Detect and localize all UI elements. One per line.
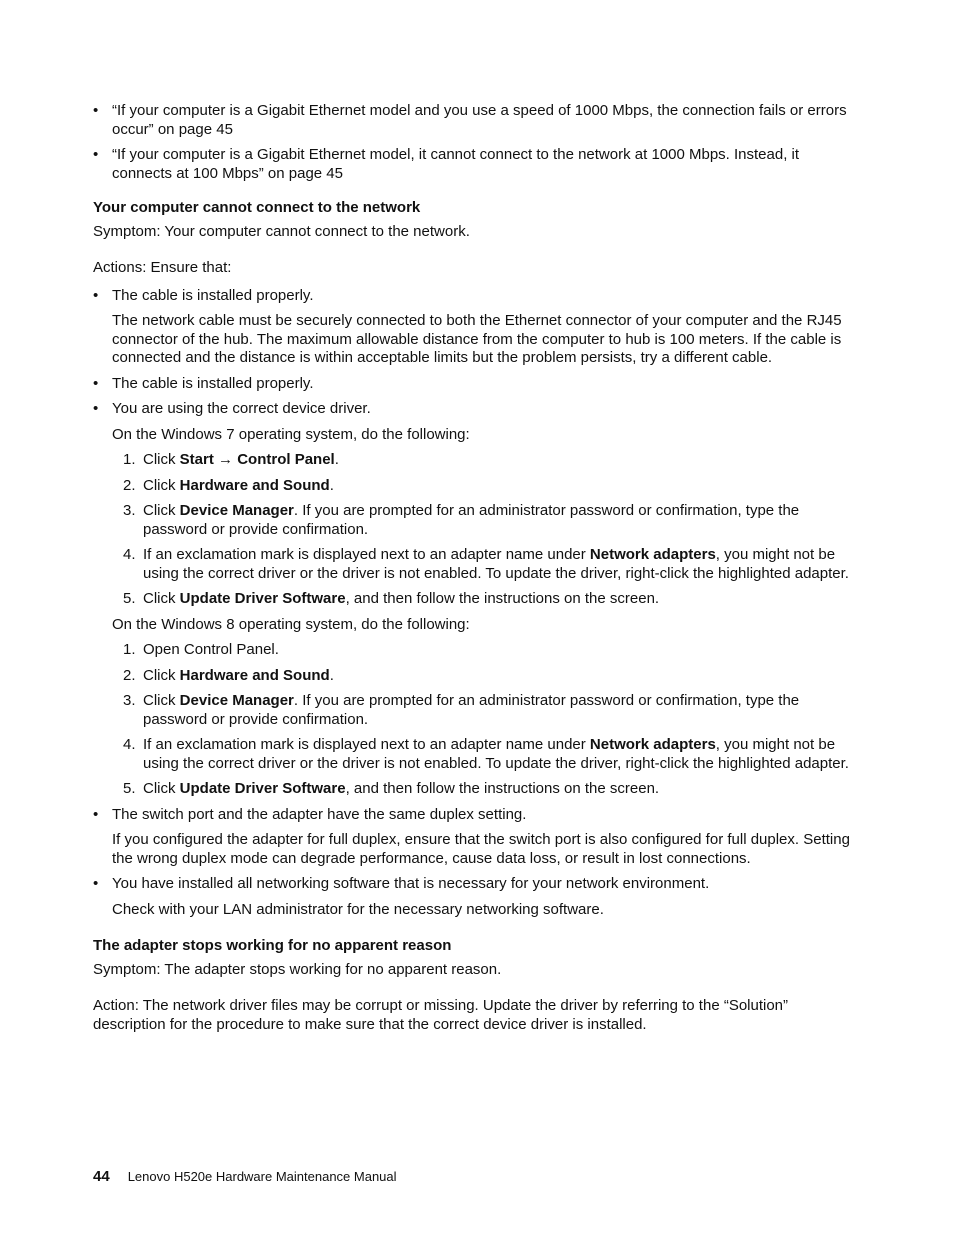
list-item-detail: The network cable must be securely connected to both the Ethernet connector of your computer and the RJ45 connector of the hub. The maximum allowable distance from the computer to hub is 100 meters. If the cable is connected and the distance is within acceptable limits but the problem persists, try a different cable.: [112, 312, 842, 366]
step-item: 4. If an exclamation mark is displayed next to an adapter name under Network adapters, you might not be using the correct driver or the driver is not enabled. To update the driver, right-click the highlighted adapter.: [123, 546, 849, 582]
list-item-detail: Check with your LAN administrator for the necessary networking software.: [112, 900, 604, 918]
symptom-text: Symptom: The adapter stops working for no apparent reason.: [93, 960, 502, 978]
page-number: 44: [93, 1168, 110, 1185]
windows7-intro: On the Windows 7 operating system, do the following:: [112, 425, 470, 443]
list-item-text: You are using the correct device driver.: [112, 400, 371, 417]
step-item: 1. Click Start → Control Panel.: [123, 451, 339, 468]
list-item-text: You have installed all networking software that is necessary for your network environment.: [112, 875, 710, 892]
bullet-icon: •: [93, 374, 99, 392]
step-item: 5. Click Update Driver Software, and then follow the instructions on the screen.: [123, 590, 660, 607]
list-item: [93, 146, 853, 183]
list-item: [93, 400, 853, 419]
ui-term: Update Driver Software: [179, 590, 346, 607]
section-heading: Your computer cannot connect to the network: [93, 199, 421, 216]
ui-term: Hardware and Sound: [179, 666, 330, 684]
step-item: 1. Open Control Panel.: [123, 641, 279, 658]
list-item: [93, 875, 853, 894]
windows8-steps: [93, 641, 853, 799]
bullet-icon: •: [93, 146, 99, 163]
bullet-icon: •: [93, 286, 99, 304]
bullet-icon: •: [93, 875, 99, 892]
cross-reference-link[interactable]: “If your computer is a Gigabit Ethernet model and you use a speed of 1000 Mbps, the connection fails or errors occur” on page 45: [112, 102, 847, 138]
list-item-detail: If you configured the adapter for full duplex, ensure that the switch port is also configured for full duplex. Setting the wrong duplex mode can degrade performance, cause data loss, or result in lost connections.: [112, 831, 850, 867]
list-item: [93, 287, 853, 306]
page-footer: [93, 1168, 397, 1187]
ui-term: Device Manager: [179, 692, 294, 709]
actions-text: Actions: Ensure that:: [93, 259, 232, 276]
bullet-icon: •: [93, 102, 99, 119]
list-item: [93, 806, 853, 825]
bullet-icon: •: [93, 805, 99, 823]
ui-term: Update Driver Software: [179, 780, 346, 797]
windows8-intro: On the Windows 8 operating system, do the following:: [112, 615, 470, 633]
manual-title: Lenovo H520e Hardware Maintenance Manual: [127, 1169, 397, 1184]
ui-term: Network adapters: [589, 736, 716, 753]
windows7-steps: [93, 451, 853, 609]
step-item: 5. Click Update Driver Software, and then follow the instructions on the screen.: [123, 780, 660, 797]
step-item: 4. If an exclamation mark is displayed next to an adapter name under Network adapters, you might not be using the correct driver or the driver is not enabled. To update the driver, right-click the highlighted adapter.: [123, 736, 849, 772]
step-item: 2. Click Hardware and Sound.: [123, 476, 334, 494]
ui-term: Hardware and Sound: [179, 476, 330, 494]
list-item-text: The cable is installed properly.: [112, 374, 314, 392]
step-item: 3. Click Device Manager. If you are prompted for an administrator password or confirmation, type the password or provide confirmation.: [123, 502, 800, 538]
step-item: 2. Click Hardware and Sound.: [123, 666, 334, 684]
section-heading: The adapter stops working for no apparent reason: [93, 937, 452, 954]
cross-reference-link[interactable]: “If your computer is a Gigabit Ethernet model, it cannot connect to the network at 1000 Mbps. Instead, it connects at 100 Mbps” on page 45: [112, 146, 800, 182]
list-item: [93, 375, 853, 394]
list-item-text: The cable is installed properly.: [112, 286, 314, 304]
ui-term: Control Panel: [237, 451, 335, 468]
ui-term: Device Manager: [179, 502, 294, 519]
ui-term: Network adapters: [589, 546, 716, 563]
manual-page: [93, 102, 853, 1034]
step-item: 3. Click Device Manager. If you are prompted for an administrator password or confirmation, type the password or provide confirmation.: [123, 692, 800, 728]
list-item-text: The switch port and the adapter have the same duplex setting.: [112, 805, 527, 823]
bullet-icon: •: [93, 400, 99, 417]
list-item: [93, 102, 853, 139]
action-text: Action: The network driver files may be corrupt or missing. Update the driver by referring to the “Solution” description for the procedure to make sure that the correct device driver is installed.: [93, 997, 789, 1033]
ui-term: Start: [179, 451, 214, 468]
symptom-text: Symptom: Your computer cannot connect to the network.: [93, 222, 470, 240]
arrow-right-icon: →: [218, 451, 234, 468]
